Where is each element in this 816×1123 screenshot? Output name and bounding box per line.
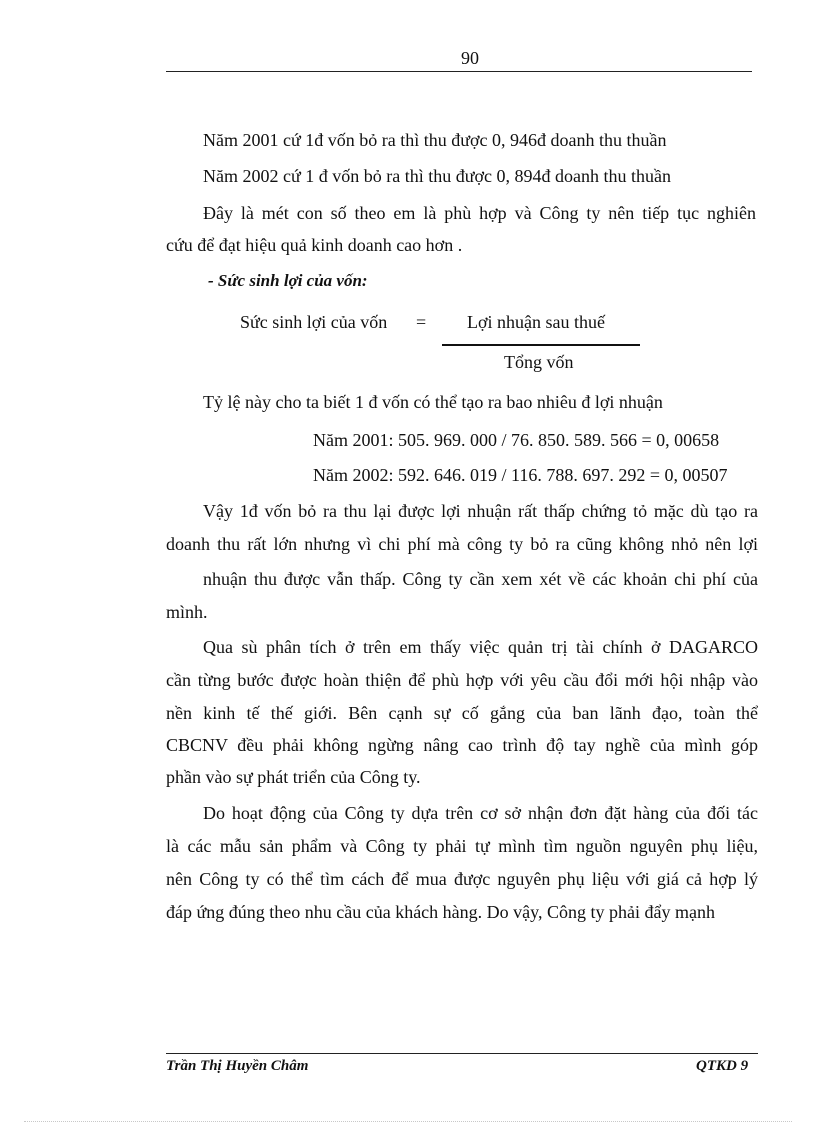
paragraph-line: Đây là mét con số theo em là phù hợp và Công ty nên tiếp tục nghiên	[203, 203, 756, 223]
fraction-rule	[442, 344, 640, 346]
calculation-2002: Năm 2002: 592. 646. 019 / 116. 788. 697. 292 = 0, 00507	[313, 465, 728, 485]
paragraph-line: cứu để đạt hiệu quả kinh doanh cao hơn .	[166, 235, 463, 255]
footer-class: QTKD 9	[696, 1058, 749, 1074]
calculation-2001: Năm 2001: 505. 969. 000 / 76. 850. 589. 566 = 0, 00658	[313, 430, 720, 450]
paragraph-line: phần vào sự phát triển của Công ty.	[166, 767, 421, 787]
page-edge	[24, 1121, 792, 1122]
paragraph-line: Qua sù phân tích ở trên em thấy việc quản trị tài chính ở DAGARCO	[203, 637, 758, 657]
paragraph-line: Năm 2002 cứ 1 đ vốn bỏ ra thì thu được 0, 894đ doanh thu thuần	[203, 166, 671, 186]
formula-lhs: Sức sinh lợi của vốn	[240, 312, 388, 332]
paragraph-line: đáp ứng đúng theo nhu cầu của khách hàng. Do vậy, Công ty phải đẩy mạnh	[166, 902, 715, 922]
explanation-line: Tỷ lệ này cho ta biết 1 đ vốn có thể tạo ra bao nhiêu đ lợi nhuận	[203, 392, 663, 412]
header-rule	[166, 71, 752, 72]
formula-equals: =	[416, 312, 427, 332]
paragraph-line: mình.	[166, 602, 208, 622]
footer-author: Trần Thị Huyền Châm	[166, 1058, 309, 1074]
section-heading: - Sức sinh lợi của vốn:	[208, 271, 368, 290]
paragraph-line: CBCNV đều phải không ngừng nâng cao trình độ tay nghề của mình góp	[166, 735, 758, 755]
paragraph-line: nên Công ty có thể tìm cách để mua được nguyên phụ liệu với giá cả hợp lý	[166, 869, 758, 889]
formula-denominator: Tổng vốn	[504, 352, 574, 372]
page-number: 90	[461, 48, 479, 68]
paragraph-line: nhuận thu được vẫn thấp. Công ty cần xem xét về các khoản chi phí của	[203, 569, 758, 589]
paragraph-line: Vậy 1đ vốn bỏ ra thu lại được lợi nhuận rất thấp chứng tỏ mặc dù tạo ra	[203, 501, 758, 521]
paragraph-line: nền kinh tế thế giới. Bên cạnh sự cố gắng của ban lãnh đạo, toàn thể	[166, 703, 758, 723]
formula-numerator: Lợi nhuận sau thuế	[467, 312, 605, 332]
paragraph-line: là các mẫu sản phẩm và Công ty phải tự mình tìm nguồn nguyên phụ liệu,	[166, 836, 758, 856]
paragraph-line: doanh thu rất lớn nhưng vì chi phí mà công ty bỏ ra cũng không nhỏ nên lợi	[166, 534, 758, 554]
paragraph-line: cần từng bước được hoàn thiện để phù hợp với yêu cầu đổi mới hội nhập vào	[166, 670, 758, 690]
paragraph-line: Năm 2001 cứ 1đ vốn bỏ ra thì thu được 0, 946đ doanh thu thuần	[203, 130, 667, 150]
footer-rule	[166, 1053, 758, 1054]
paragraph-line: Do hoạt động của Công ty dựa trên cơ sở nhận đơn đặt hàng của đối tác	[203, 803, 758, 823]
